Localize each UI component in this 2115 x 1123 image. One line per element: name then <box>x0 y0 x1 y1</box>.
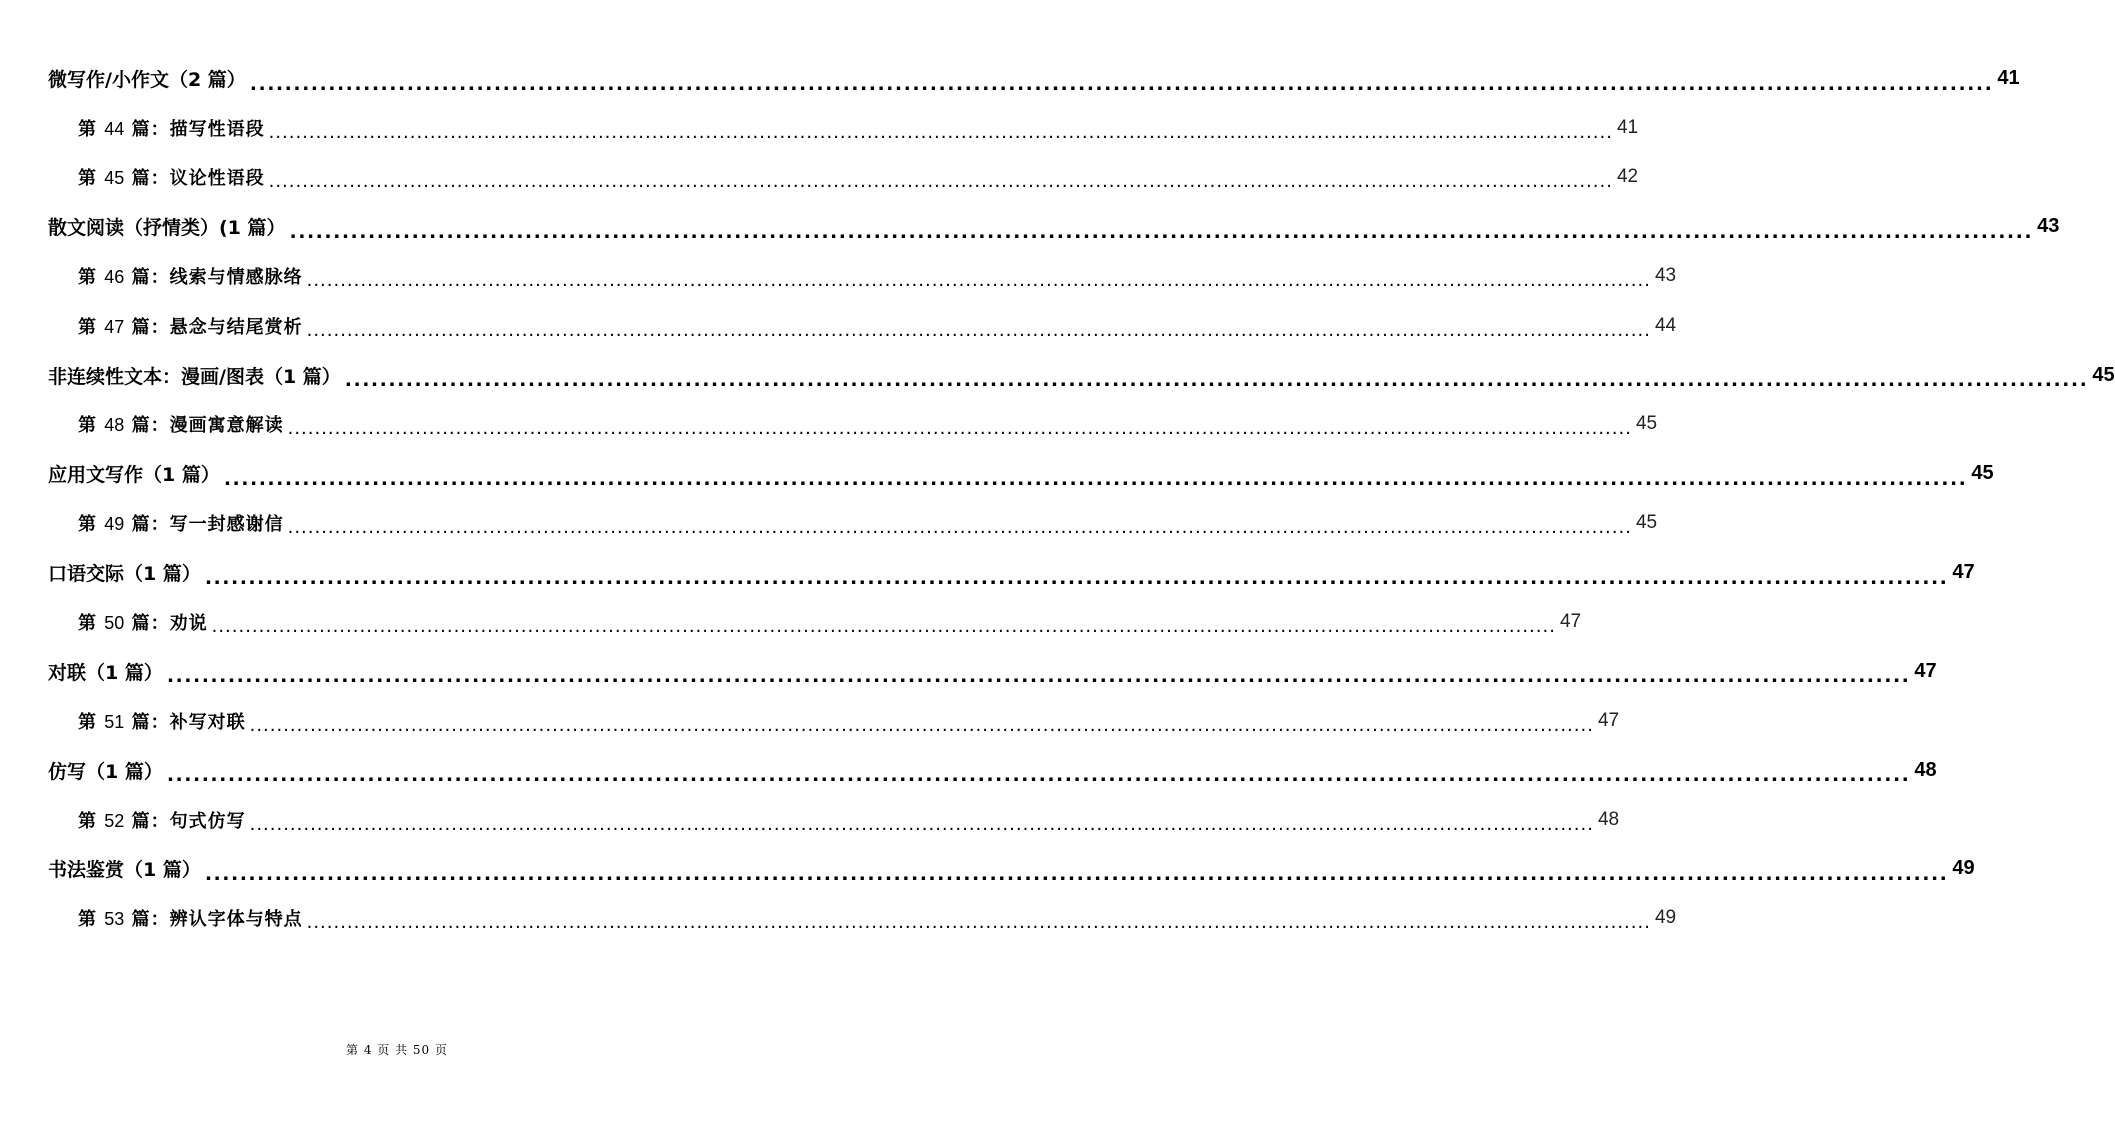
toc-leader-dots: ........................................................................................................................................................................................................ <box>223 467 1968 490</box>
toc-leader-dots: ........................................................................................................................................................................................................ <box>289 220 2034 243</box>
toc-page-number: 43 <box>2037 215 2060 238</box>
toc-entry-row[interactable] <box>0 499 1658 548</box>
toc-section-title: 对联（1 篇） <box>48 661 163 684</box>
toc-page-number: 47 <box>1597 709 1620 731</box>
toc-page-number: 49 <box>1654 907 1677 929</box>
toc-section-title: 书法鉴赏（1 篇） <box>48 859 201 882</box>
toc-page-number: 45 <box>2092 363 2115 386</box>
toc-entry-title: 第 53 篇：辨认字体与特点 <box>78 909 303 931</box>
toc-leader-dots: ........................................................................................................................................................................................................ <box>249 72 1994 95</box>
toc-page-number: 47 <box>1952 561 1975 584</box>
toc-section-row[interactable] <box>0 54 2020 103</box>
toc-section-title: 散文阅读（抒情类）(1 篇） <box>48 217 286 240</box>
toc-leader-dots: ........................................................................................................................................................................................................ <box>306 270 1651 292</box>
toc-page-number: 45 <box>1635 512 1658 534</box>
toc-entry-title: 第 49 篇：写一封感谢信 <box>78 514 284 536</box>
toc-entry-title: 第 45 篇：议论性语段 <box>78 168 265 190</box>
toc-section-row[interactable] <box>0 844 1975 893</box>
toc-page-number: 48 <box>1914 758 1937 781</box>
toc-section-title: 应用文写作（1 篇） <box>48 464 220 487</box>
toc-entry-row[interactable] <box>0 301 1677 350</box>
toc-entry-title: 第 50 篇：劝说 <box>78 612 208 634</box>
toc-section-row[interactable] <box>0 449 1994 498</box>
toc-entry-title: 第 51 篇：补写对联 <box>78 711 246 733</box>
toc-section-row[interactable] <box>0 647 1937 696</box>
toc-section-row[interactable] <box>0 548 1975 597</box>
toc-entry-row[interactable] <box>0 597 1582 646</box>
toc-section-title: 微写作/小作文（2 篇） <box>48 69 246 92</box>
toc-page-number: 41 <box>1616 117 1639 139</box>
toc-leader-dots: ........................................................................................................................................................................................................ <box>268 122 1613 144</box>
toc-page-number: 48 <box>1597 808 1620 830</box>
toc-leader-dots: ........................................................................................................................................................................................................ <box>166 665 1911 688</box>
toc-section-title: 口语交际（1 篇） <box>48 563 201 586</box>
toc-entry-title: 第 52 篇：句式仿写 <box>78 810 246 832</box>
toc-entry-row[interactable] <box>0 400 1658 449</box>
toc-leader-dots: ........................................................................................................................................................................................................ <box>204 862 1949 885</box>
toc-entry-title: 第 46 篇：线索与情感脉络 <box>78 267 303 289</box>
toc-leader-dots: ........................................................................................................................................................................................................ <box>344 369 2089 392</box>
toc-section-row[interactable] <box>0 202 2060 251</box>
toc-page-number: 42 <box>1616 166 1639 188</box>
toc-page-number: 45 <box>1971 462 1994 485</box>
toc-section-title: 仿写（1 篇） <box>48 760 163 783</box>
toc-entry-row[interactable] <box>0 252 1677 301</box>
toc-entry-row[interactable] <box>0 696 1620 745</box>
toc-entry-title: 第 47 篇：悬念与结尾赏析 <box>78 316 303 338</box>
toc-section-title: 非连续性文本：漫画/图表（1 篇） <box>48 365 341 388</box>
table-of-contents <box>0 54 2115 943</box>
toc-leader-dots: ........................................................................................................................................................................................................ <box>268 171 1613 193</box>
toc-page-number: 43 <box>1654 265 1677 287</box>
toc-leader-dots: ........................................................................................................................................................................................................ <box>211 615 1556 637</box>
toc-leader-dots: ........................................................................................................................................................................................................ <box>204 566 1949 589</box>
toc-leader-dots: ........................................................................................................................................................................................................ <box>306 912 1651 934</box>
toc-page-number: 47 <box>1914 659 1937 682</box>
toc-section-row[interactable] <box>0 350 2115 399</box>
toc-leader-dots: ........................................................................................................................................................................................................ <box>306 319 1651 341</box>
toc-entry-row[interactable] <box>0 103 1639 152</box>
toc-page-number: 44 <box>1654 314 1677 336</box>
toc-entry-title: 第 44 篇：描写性语段 <box>78 119 265 141</box>
toc-page-number: 41 <box>1997 67 2020 90</box>
page-footer: 第 4 页 共 50 页 <box>346 1043 448 1057</box>
toc-entry-row[interactable] <box>0 795 1620 844</box>
toc-leader-dots: ........................................................................................................................................................................................................ <box>287 418 1632 440</box>
toc-entry-row[interactable] <box>0 153 1639 202</box>
toc-leader-dots: ........................................................................................................................................................................................................ <box>287 517 1632 539</box>
toc-page-number: 49 <box>1952 857 1975 880</box>
toc-section-row[interactable] <box>0 745 1937 794</box>
toc-page-number: 45 <box>1635 413 1658 435</box>
toc-leader-dots: ........................................................................................................................................................................................................ <box>166 764 1911 787</box>
toc-leader-dots: ........................................................................................................................................................................................................ <box>249 714 1594 736</box>
toc-entry-row[interactable] <box>0 894 1677 943</box>
toc-entry-title: 第 48 篇：漫画寓意解读 <box>78 415 284 437</box>
toc-page-number: 47 <box>1559 610 1582 632</box>
toc-leader-dots: ........................................................................................................................................................................................................ <box>249 813 1594 835</box>
